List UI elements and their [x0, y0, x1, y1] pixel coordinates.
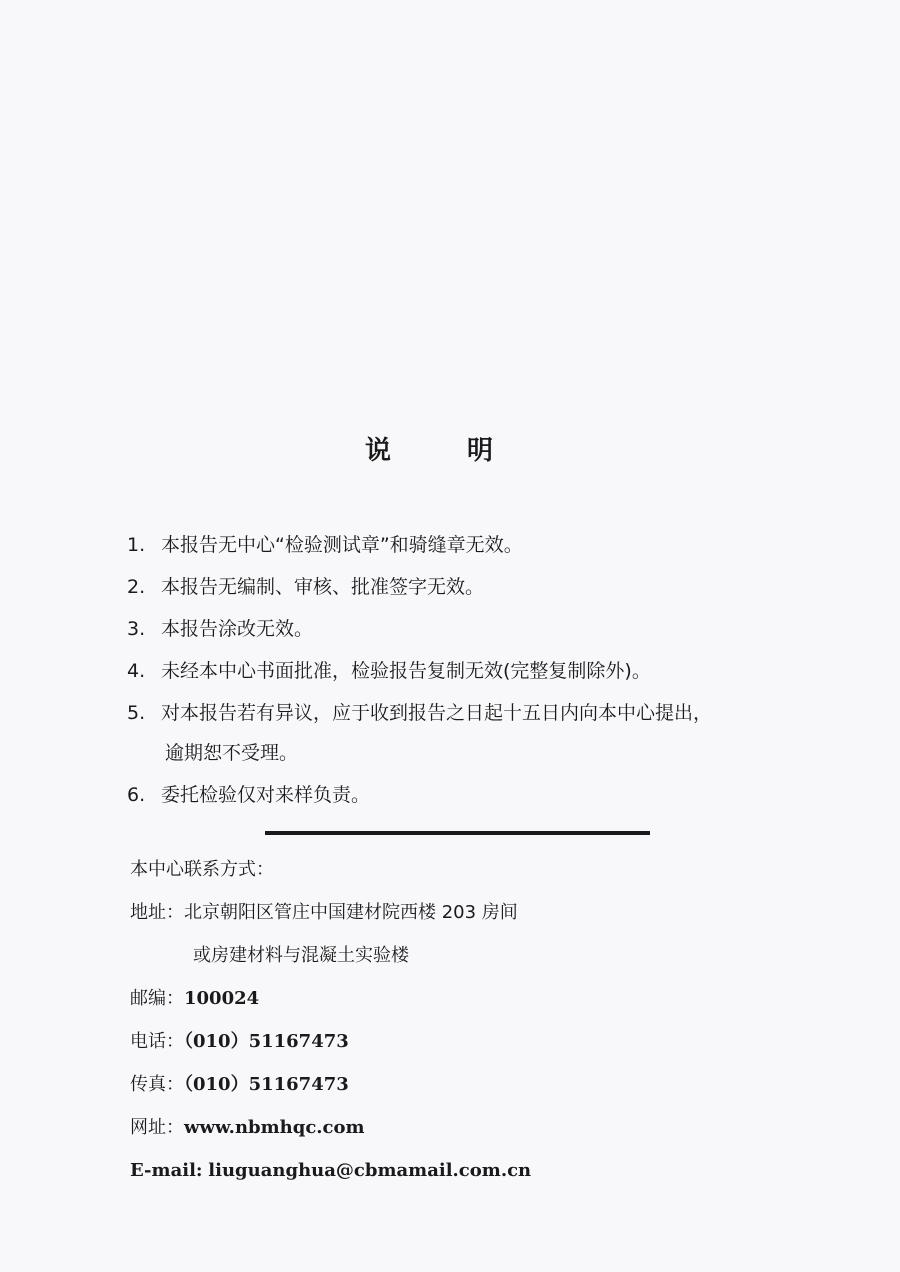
note-item-4: [127, 656, 807, 698]
email-line: [130, 1156, 850, 1199]
phone-value: （010）51167473: [184, 1031, 349, 1052]
email-link[interactable]: liuguanghua@cbmamail.com.cn: [208, 1160, 532, 1181]
address-label: 地址：: [130, 902, 184, 923]
note-number: 2.: [127, 576, 146, 598]
note-item-6: [127, 780, 807, 822]
note-text: 本报告涂改无效。: [161, 618, 314, 640]
divider-rule: [265, 831, 650, 835]
title-part-2: 明: [467, 436, 496, 466]
note-item-3: [127, 614, 807, 656]
note-text: 委托检验仅对来样负责。: [161, 784, 371, 806]
page-title: [0, 430, 860, 467]
phone-line: [130, 1027, 850, 1070]
note-number: 4.: [127, 660, 146, 682]
note-number: 6.: [127, 784, 146, 806]
notes-list: [127, 530, 807, 822]
postcode-value: 100024: [184, 988, 260, 1009]
website-link[interactable]: www.nbmhqc.com: [184, 1117, 365, 1138]
fax-label: 传真：: [130, 1074, 184, 1095]
note-text: 本报告无编制、审核、批准签字无效。: [161, 576, 485, 598]
website-label: 网址：: [130, 1117, 184, 1138]
email-label: E-mail:: [130, 1160, 203, 1181]
address-line-2: 或房建材料与混凝土实验楼: [193, 945, 409, 966]
note-item-1: [127, 530, 807, 572]
note-item-5: [127, 698, 807, 780]
contact-heading: 本中心联系方式：: [130, 859, 274, 880]
note-text: 未经本中心书面批准，检验报告复制无效(完整复制除外)。: [161, 660, 651, 682]
note-number: 5.: [127, 702, 146, 724]
note-text: 本报告无中心“检验测试章”和骑缝章无效。: [161, 534, 523, 556]
postcode-label: 邮编：: [130, 988, 184, 1009]
note-number: 1.: [127, 534, 146, 556]
title-part-1: 说: [364, 436, 393, 466]
note-item-2: [127, 572, 807, 614]
postcode-line: [130, 984, 850, 1027]
fax-line: [130, 1070, 850, 1113]
contact-section: [130, 855, 850, 1199]
address-line: [130, 898, 850, 941]
note-continuation: 逾期恕不受理。: [165, 742, 299, 764]
note-number: 3.: [127, 618, 146, 640]
address-value: 北京朝阳区管庄中国建材院西楼 203 房间: [184, 902, 518, 923]
fax-value: （010）51167473: [184, 1074, 349, 1095]
website-line: [130, 1113, 850, 1156]
phone-label: 电话：: [130, 1031, 184, 1052]
note-text: 对本报告若有异议，应于收到报告之日起十五日内向本中心提出，: [161, 702, 713, 724]
